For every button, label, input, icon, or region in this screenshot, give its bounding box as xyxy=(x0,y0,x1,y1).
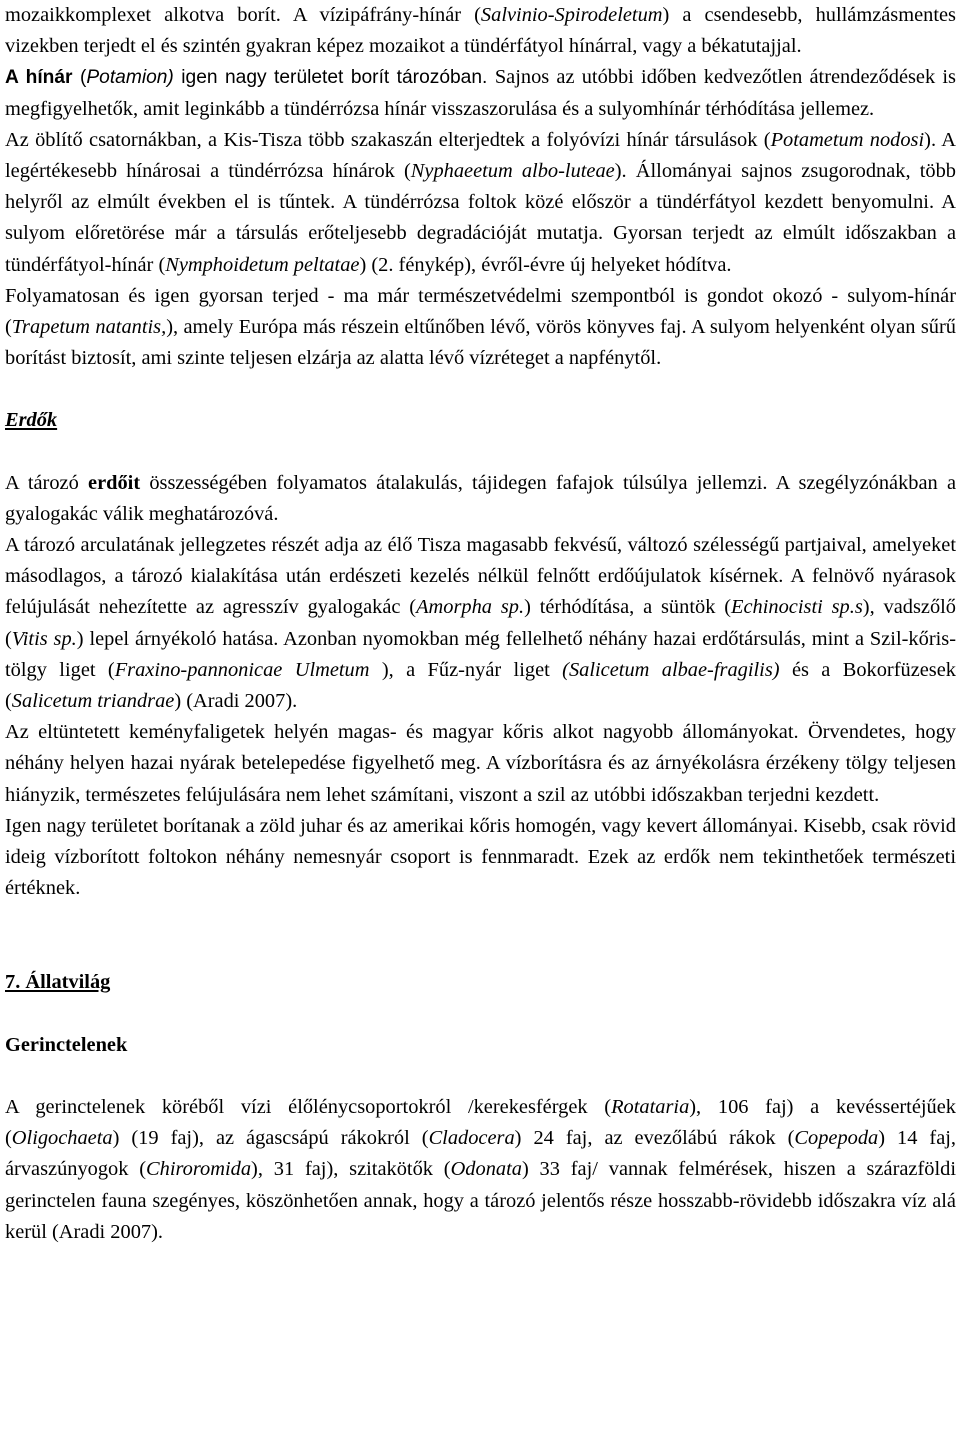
italic-text: Amorpha sp. xyxy=(416,596,525,619)
text-run: Sajnos az utóbbi időben kedvezőtlen átrendeződések is megfigyelhetők, amit leginkább a tündérrózsa hínár visszaszorulása és a sulyomhínár térhódítása jellemez. xyxy=(5,66,956,120)
paragraph xyxy=(5,1092,956,1248)
paragraph xyxy=(5,530,956,717)
text-run: ) (Aradi 2007). xyxy=(174,690,298,713)
section-heading: Gerinctelenek xyxy=(5,1033,128,1056)
italic-text: Cladocera xyxy=(428,1127,515,1150)
text-run: Igen nagy területet borítanak a zöld juhar és az amerikai kőris homogén, vagy kevert állományai. Kisebb, csak rövid ideig vízborított foltokon néhány nemesnyár csoport is fennmaradt. Ezek az erdők nem tekinthetőek természeti értéknek. xyxy=(5,814,956,900)
text-run: igen nagy területet borít tározóban. xyxy=(173,67,495,89)
italic-text: Copepoda xyxy=(794,1127,879,1150)
text-run: ) 14 faj, árvaszúnyogok ( xyxy=(5,1127,957,1181)
italic-text: Echinocisti sp.s xyxy=(731,596,863,619)
italic-text: Trapetum natantis, xyxy=(11,316,167,339)
text-run: összességében folyamatos átalakulás, tájidegen fafajok túlsúlya jellemzi. A szegélyzónákban a gyalogakác válik meghatározóvá. xyxy=(5,471,956,525)
text-run: ) (2. fénykép), évről-évre új helyeket hódítva. xyxy=(359,253,732,276)
text-run: és a Bokorfüzesek ( xyxy=(5,658,956,713)
text-run: A gerinctelenek köréből vízi élőlénycsoportokról /kerekesférgek ( xyxy=(5,1095,612,1118)
text-run: ( xyxy=(72,67,87,89)
text-run: ) (19 faj), az ágascsápú rákokról ( xyxy=(112,1127,429,1150)
text-run: ), 106 faj) a kevéssertéjűek ( xyxy=(5,1095,956,1150)
italic-text: Salvinio-Spirodeletum xyxy=(480,4,663,26)
paragraph xyxy=(5,468,956,530)
paragraph xyxy=(5,281,956,375)
italic-text: Rotataria xyxy=(611,1095,690,1118)
bold-text: A hínár xyxy=(5,67,73,89)
text-run: ) 24 faj, az evezőlábú rákok ( xyxy=(514,1127,795,1150)
bold-text: erdőit xyxy=(88,471,141,494)
text-run: ). A legértékesebb hínárosai a tündérrózsa hínárok ( xyxy=(5,128,957,183)
paragraph xyxy=(5,0,956,62)
text-run: ), vadszőlő ( xyxy=(5,596,956,650)
italic-text: Nyphaeetum albo-luteae xyxy=(410,160,615,183)
paragraph xyxy=(5,62,956,124)
text-run: A tározó xyxy=(5,471,89,494)
italic-text: Chiroromida xyxy=(146,1158,252,1181)
italic-text: Oligochaeta xyxy=(11,1127,113,1150)
text-run: ) lepel árnyékoló hatása. Azonban nyomokban még fellelhető néhány hazai erdőtársulás, mint a Szil-kőris-tölgy liget ( xyxy=(5,627,957,681)
section-heading: 7. Állatvilág xyxy=(5,971,111,994)
italic-text: Odonata xyxy=(450,1158,522,1181)
italic-text: Nymphoidetum peltatae xyxy=(165,253,360,276)
text-run: ) 33 faj/ vannak felmérések, hiszen a szárazföldi gerinctelen fauna szegényes, köszönhetően annak, hogy a tározó jelentős része hosszabb-rövidebb időszakra víz alá kerül (Aradi 2007). xyxy=(5,1158,956,1243)
italic-text: Salicetum triandrae xyxy=(11,690,175,713)
italic-text: Fraxino-pannonicae Ulmetum xyxy=(114,658,370,681)
section-heading: Erdők xyxy=(5,409,58,432)
text-run: ) térhódítása, a süntök ( xyxy=(524,596,732,619)
italic-text: Potametum nodosi xyxy=(770,128,925,151)
text-run: ) a csendesebb, hullámzásmentes vizekben terjedt el és szintén gyakran képez mozaikot a tündérfátyol hínárral, vagy a békatutajjal. xyxy=(5,4,956,58)
paragraph xyxy=(5,811,956,905)
text-run: ), a Fűz-nyár liget xyxy=(369,658,563,681)
text-run: ), 31 faj), szitakötők ( xyxy=(251,1158,451,1181)
italic-text: (Salicetum albae-fragilis) xyxy=(562,658,780,681)
text-run: Folyamatosan és igen gyorsan terjed - ma már természetvédelmi szempontból is gondot okozó - sulyom-hínár ( xyxy=(5,284,956,339)
text-run: Az öblítő csatornákban, a Kis-Tisza több szakaszán elterjedtek a folyóvízi hínár társulások ( xyxy=(5,128,771,151)
italic-text: Potamion) xyxy=(86,67,174,89)
text-run: A tározó arculatának jellegzetes részét adja az élő Tisza magasabb fekvésű, változó szélességű partjaival, amelyeket másodlagos, a tározó kialakítása után erdészeti kezelés nélkül felnőtt erdőújulatok kísérnek. A felnövő nyárasok felújulását nehezítette az agresszív gyalogakác ( xyxy=(5,534,956,619)
text-run: ), amely Európa más részein eltűnőben lévő, vörös könyves faj. A sulyom helyenként olyan sűrű borítást biztosít, ami szinte teljesen elzárja az alatta lévő vízréteget a napfénytől. xyxy=(5,316,956,370)
text-run: Az eltüntetett keményfaligetek helyén magas- és magyar kőris alkot nagyobb állományokat. Örvendetes, hogy néhány helyen hazai nyárak betelepedése figyelhető meg. A vízborításra és az árnyékolásra érzékeny tölgy teljesen hiányzik, természetes felújulására nem lehet számítani, viszont a szil az utóbbi időszakban terjedni kezdett. xyxy=(5,721,956,806)
paragraph xyxy=(5,717,956,811)
text-run: ). Állományai sajnos zsugorodnak, több helyről az elmúlt években el is tűntek. A tündérrózsa foltok közé először a tündérfátyol kezdett benyomulni. A sulyom előretörése már a társulás erőteljesebb degradációját mutatja. Gyorsan terjedt az elmúlt időszakban a tündérfátyol-hínár ( xyxy=(5,160,956,276)
paragraph xyxy=(5,125,956,281)
text-run: mozaikkomplexet alkotva borít. A vízipáfrány-hínár ( xyxy=(5,4,481,26)
italic-text: Vitis sp. xyxy=(11,627,77,650)
